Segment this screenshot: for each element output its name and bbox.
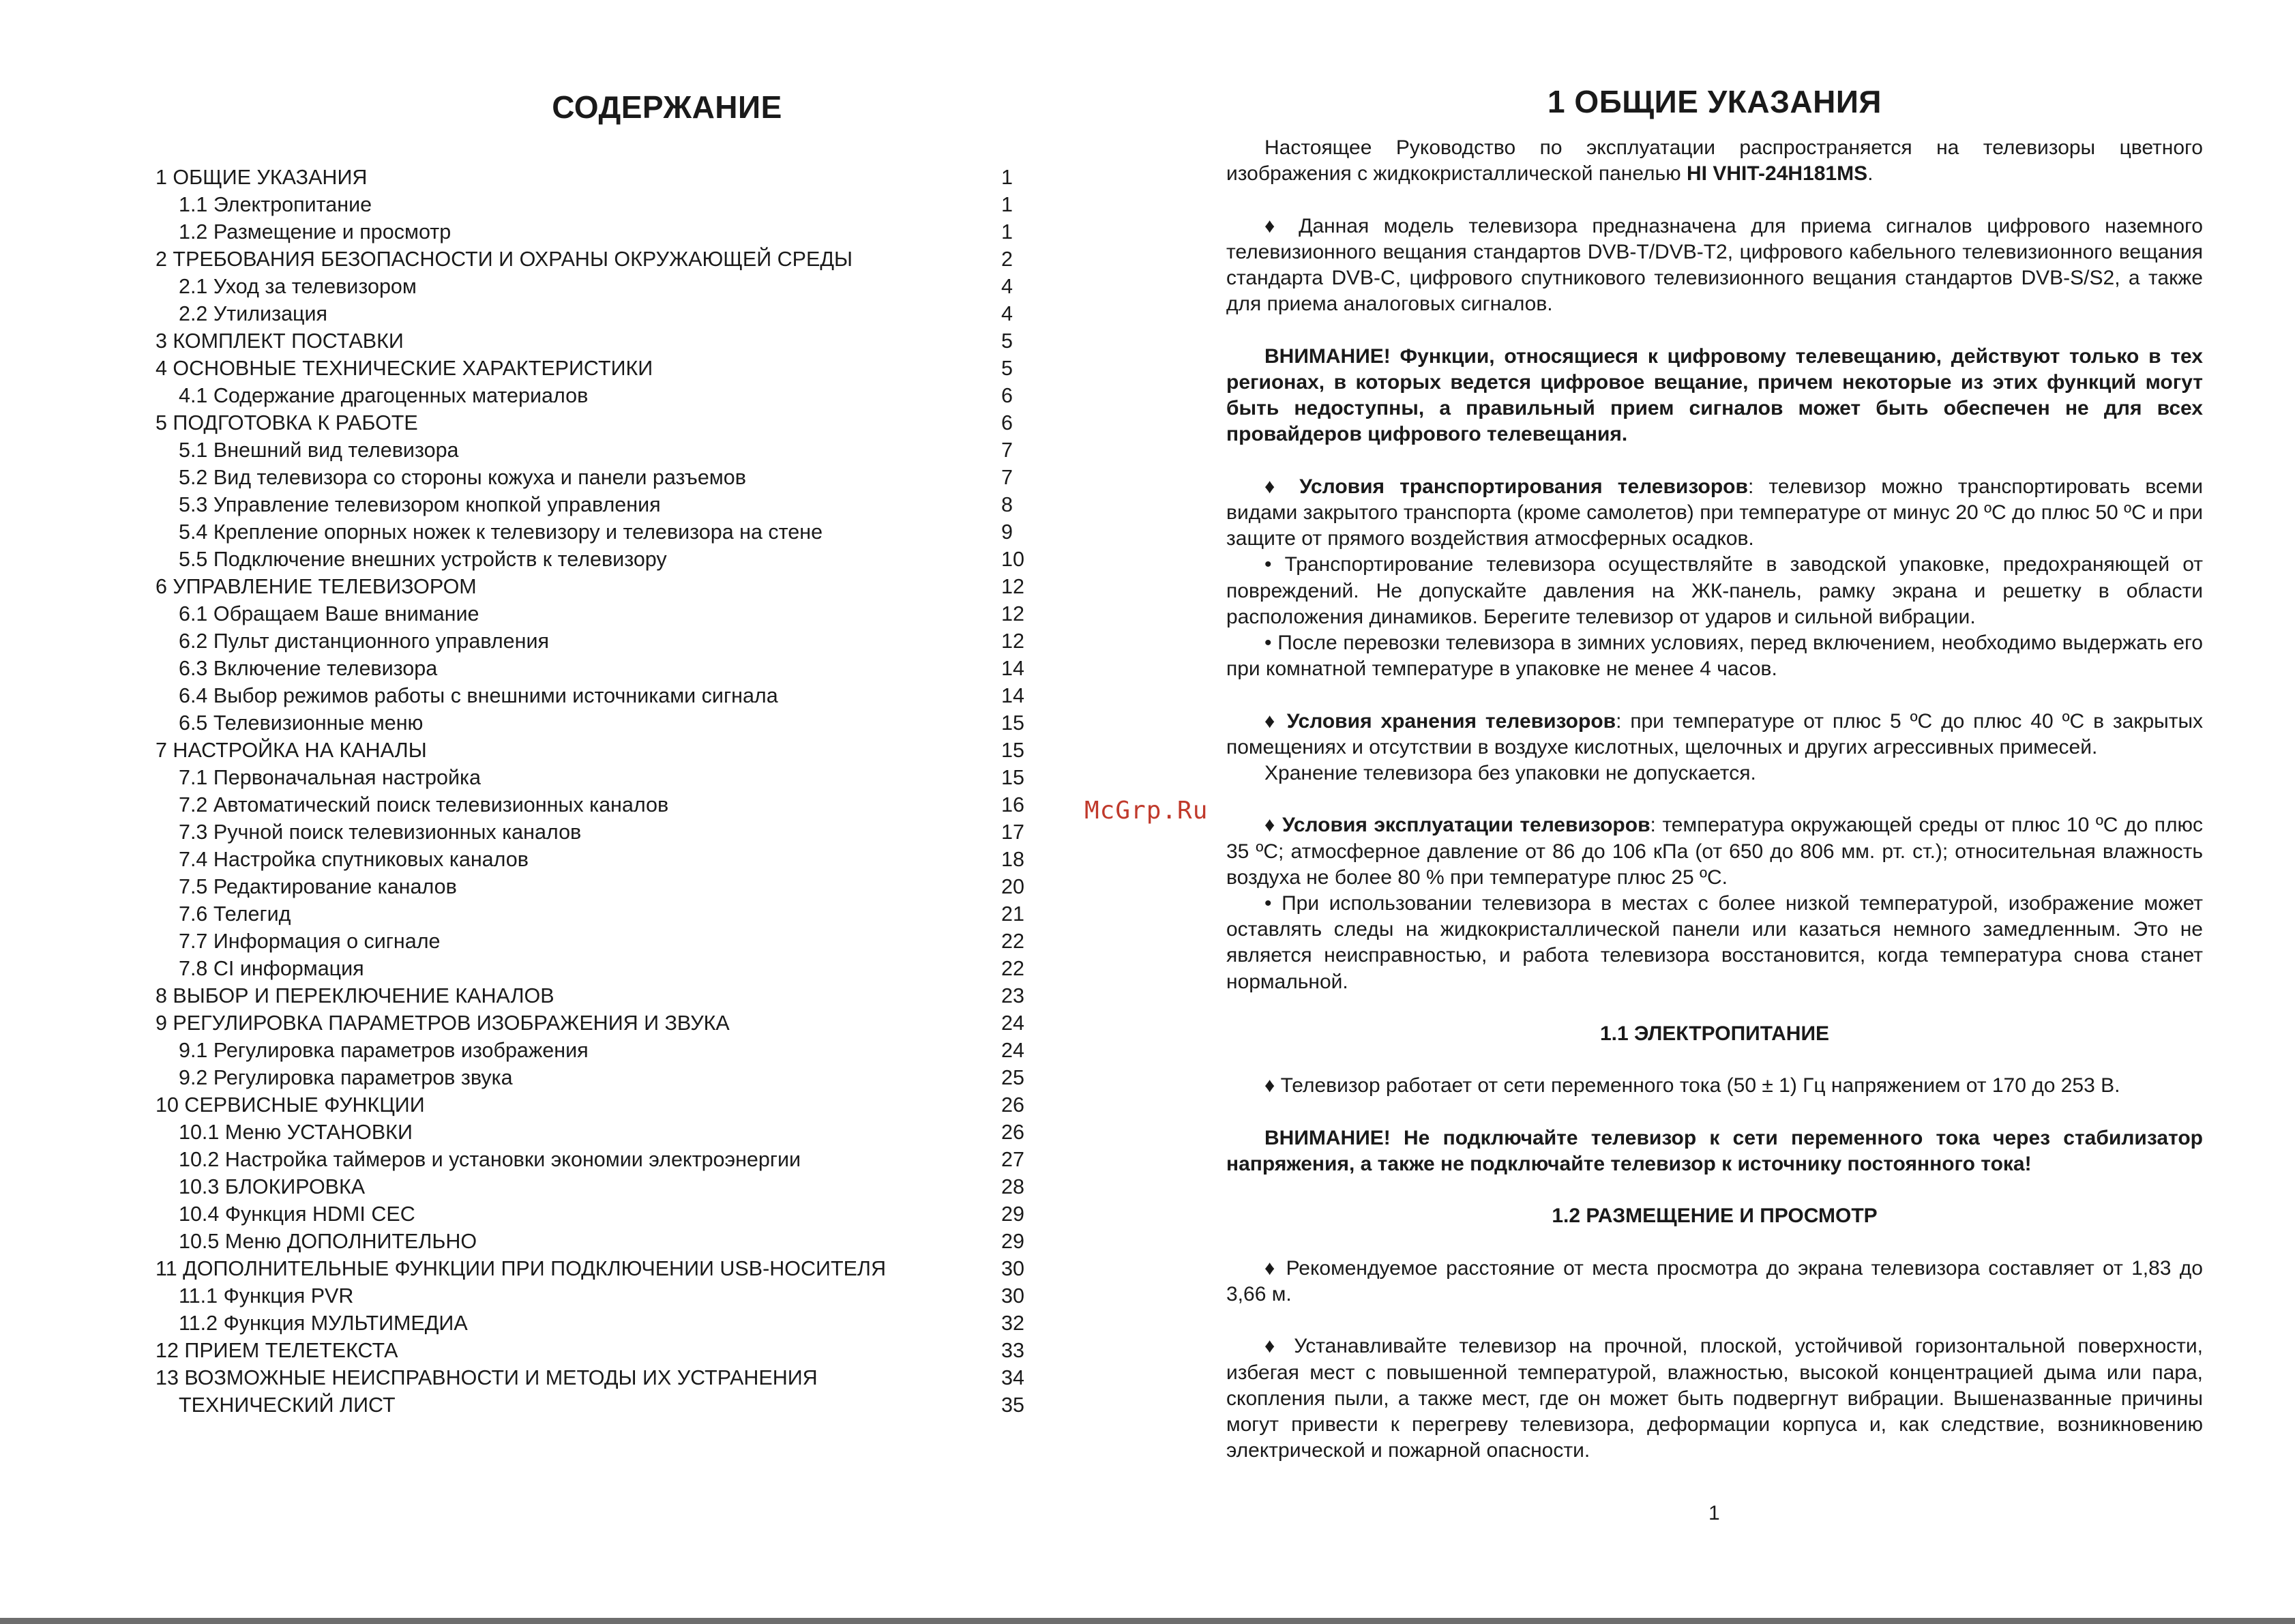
toc-item-page: 29 <box>1001 1230 1024 1253</box>
toc-item-page: 12 <box>1001 575 1024 598</box>
toc-item-page: 29 <box>1001 1202 1024 1226</box>
section-title: 1 ОБЩИЕ УКАЗАНИЯ <box>1548 84 1882 119</box>
toc-item-page: 6 <box>1001 384 1013 407</box>
transport-winter: • После перевозки телевизора в зимних условиях, перед включением, необходимо выдержать его при комнатной температуре в упаковке не менее 4 часов. <box>1226 632 2203 681</box>
toc-item-label: 9.2 Регулировка параметров звука <box>179 1066 513 1089</box>
toc-item-page: 17 <box>1001 821 1024 844</box>
toc-item <box>156 164 1022 191</box>
watermark: McGrp.Ru <box>1084 797 1209 825</box>
toc-item-page: 15 <box>1001 711 1024 735</box>
content-page <box>1226 84 2204 1464</box>
toc-item-label: 5.3 Управление телевизором кнопкой управления <box>179 493 661 516</box>
toc-item <box>156 1282 1022 1310</box>
toc-item-page: 8 <box>1001 493 1013 516</box>
toc-item <box>156 327 1022 355</box>
toc-item <box>156 955 1022 982</box>
toc-item-page: 4 <box>1001 302 1013 325</box>
toc-item <box>156 464 1022 491</box>
toc-item-label: 4 ОСНОВНЫЕ ТЕХНИЧЕСКИЕ ХАРАКТЕРИСТИКИ <box>156 357 653 380</box>
toc-item-label: 7.8 CI информация <box>179 957 364 980</box>
toc-item <box>156 1255 1022 1282</box>
placement-advice: ♦ Устанавливайте телевизор на прочной, плоской, устойчивой горизонтальной поверхности, избегая мест с повышенной температурой, влажностью, высокой концентрацией дыма или пара, скопления пыли, а также мест, где он может быть подвергнут вибрации. Вышеназванные причины могут привести к перегреву телевизора, деформации корпуса и, как следствие, возникновению электрической и пожарной опасности. <box>1226 1335 2203 1462</box>
bottom-border <box>0 1618 2295 1624</box>
toc-item-label: 2 ТРЕБОВАНИЯ БЕЗОПАСНОСТИ И ОХРАНЫ ОКРУЖАЮЩЕЙ СРЕДЫ <box>156 248 853 271</box>
toc-item-label: 2.1 Уход за телевизором <box>179 275 417 298</box>
toc-item-page: 1 <box>1001 193 1013 216</box>
operation-paragraph <box>1226 812 2203 891</box>
toc-item-page: 4 <box>1001 275 1013 298</box>
toc-item-label: 11.1 Функция PVR <box>179 1284 354 1308</box>
toc-item <box>156 791 1022 818</box>
toc-item-page: 30 <box>1001 1257 1024 1280</box>
toc-item-label: 10.1 Меню УСТАНОВКИ <box>179 1121 413 1144</box>
storage-lead: ♦ Условия хранения телевизоров <box>1264 709 1616 733</box>
toc-item-page: 12 <box>1001 602 1024 625</box>
toc-item-label: 10.2 Настройка таймеров и установки экономии электроэнергии <box>179 1148 801 1171</box>
toc-item-label: 4.1 Содержание драгоценных материалов <box>179 384 589 407</box>
toc-item <box>156 1200 1022 1228</box>
intro-text: Настоящее Руководство по эксплуатации распространяется на телевизоры цветного изображения с жидкокристаллической панелью <box>1226 136 2203 186</box>
toc-item-page: 26 <box>1001 1093 1024 1117</box>
toc-item <box>156 873 1022 900</box>
toc-item-page: 2 <box>1001 248 1013 271</box>
toc-item-label: 7.4 Настройка спутниковых каналов <box>179 848 529 871</box>
toc-item-page: 23 <box>1001 984 1024 1007</box>
toc-item <box>156 982 1022 1009</box>
toc-item-page: 6 <box>1001 411 1013 434</box>
viewing-distance: ♦ Рекомендуемое расстояние от места просмотра до экрана телевизора составляет от 1,83 до 3,66 м. <box>1226 1256 2203 1305</box>
toc-item-page: 15 <box>1001 766 1024 789</box>
toc-item-page: 1 <box>1001 166 1013 189</box>
toc-item-label: 7 НАСТРОЙКА НА КАНАЛЫ <box>156 739 427 762</box>
toc-item <box>156 1037 1022 1064</box>
toc-item-label: 7.7 Информация о сигнале <box>179 930 441 953</box>
toc-item-label: 2.2 Утилизация <box>179 302 328 325</box>
toc-item <box>156 1146 1022 1173</box>
subsection-placement-title: 1.2 РАЗМЕЩЕНИЕ И ПРОСМОТР <box>1552 1205 1878 1228</box>
toc-item-page: 24 <box>1001 1012 1024 1035</box>
toc-item-label: 7.1 Первоначальная настройка <box>179 766 481 789</box>
toc-item <box>156 1310 1022 1337</box>
toc-item-label: 9.1 Регулировка параметров изображения <box>179 1039 589 1062</box>
transport-lead: ♦ Условия транспортирования телевизоров <box>1264 475 1748 498</box>
toc-item-label: ТЕХНИЧЕСКИЙ ЛИСТ <box>179 1393 396 1417</box>
toc-item-page: 5 <box>1001 357 1013 380</box>
transport-paragraph <box>1226 474 2203 552</box>
toc-item <box>156 1337 1022 1364</box>
toc-list <box>156 164 1022 1419</box>
toc-item-page: 7 <box>1001 439 1013 462</box>
toc-item-label: 5 ПОДГОТОВКА К РАБОТЕ <box>156 411 418 434</box>
toc-item-page: 12 <box>1001 630 1024 653</box>
toc-item-page: 15 <box>1001 739 1024 762</box>
toc-item-label: 1 ОБЩИЕ УКАЗАНИЯ <box>156 166 368 189</box>
toc-item-label: 6.1 Обращаем Ваше внимание <box>179 602 479 625</box>
toc-item-page: 18 <box>1001 848 1024 871</box>
toc-item-label: 13 ВОЗМОЖНЫЕ НЕИСПРАВНОСТИ И МЕТОДЫ ИХ УСТРАНЕНИЯ <box>156 1366 818 1389</box>
toc-item <box>156 1391 1022 1419</box>
toc-item-page: 35 <box>1001 1393 1024 1417</box>
toc-item-page: 22 <box>1001 930 1024 953</box>
operation-note: • При использовании телевизора в местах с более низкой температурой, изображение может оставлять следы на жидкокристаллической панели или казаться немного замедленным. Это не является неисправностью, и работа телевизора восстановится, когда температура снова станет нормальной. <box>1226 892 2203 993</box>
toc-item-label: 7.2 Автоматический поиск телевизионных каналов <box>179 793 669 816</box>
toc-item-label: 7.6 Телегид <box>179 902 291 926</box>
toc-item <box>156 491 1022 518</box>
toc-item <box>156 928 1022 955</box>
subsection-power-title: 1.1 ЭЛЕКТРОПИТАНИЕ <box>1599 1022 1830 1046</box>
toc-item-label: 12 ПРИЕМ ТЕЛЕТЕКСТА <box>156 1339 398 1362</box>
toc-item <box>156 682 1022 709</box>
storage-note: Хранение телевизора без упаковки не допускается. <box>1264 762 1756 785</box>
toc-item <box>156 655 1022 682</box>
toc-item-page: 26 <box>1001 1121 1024 1144</box>
intro-end: . <box>1867 162 1874 186</box>
attention-digital: ВНИМАНИЕ! Функции, относящиеся к цифровому телевещанию, действуют только в тех регионах, в которых ведется цифровое вещание, причем некоторые из этих функций могут быть недоступны, а правильный прием сигналов может быть обеспечен не для всех провайдеров цифрового телевещания. <box>1226 344 2203 446</box>
toc-item <box>156 764 1022 791</box>
toc-item <box>156 355 1022 382</box>
operation-lead: ♦ Условия эксплуатации телевизоров <box>1264 814 1650 837</box>
toc-item-page: 9 <box>1001 520 1013 544</box>
toc-item-page: 7 <box>1001 466 1013 489</box>
storage-text: : при температуре от плюс 5 ºС до плюс 40 ºС в закрытых помещениях и отсутствии в воздухе кислотных, щелочных и других агрессивных примесей. <box>1226 709 2204 758</box>
toc-item-label: 6.5 Телевизионные меню <box>179 711 424 735</box>
toc-item-page: 24 <box>1001 1039 1024 1062</box>
toc-item-label: 9 РЕГУЛИРОВКА ПАРАМЕТРОВ ИЗОБРАЖЕНИЯ И ЗВУКА <box>156 1012 730 1035</box>
toc-item-label: 3 КОМПЛЕКТ ПОСТАВКИ <box>156 329 404 353</box>
toc-item-page: 30 <box>1001 1284 1024 1308</box>
toc-item-label: 10.4 Функция HDMI CEC <box>179 1202 415 1226</box>
toc-item-page: 21 <box>1001 902 1024 926</box>
toc-item-label: 10 СЕРВИСНЫЕ ФУНКЦИИ <box>156 1093 425 1117</box>
toc-item <box>156 246 1022 273</box>
toc-item-label: 8 ВЫБОР И ПЕРЕКЛЮЧЕНИЕ КАНАЛОВ <box>156 984 554 1007</box>
toc-item <box>156 437 1022 464</box>
transport-package: • Транспортирование телевизора осуществляйте в заводской упаковке, предохраняющей от повреждений. Не допускайте давления на ЖК-панель, рамку экрана и решетку в области расположения динамиков. Берегите телевизор от ударов и сильной вибрации. <box>1226 553 2203 628</box>
power-spec: ♦ Телевизор работает от сети переменного тока (50 ± 1) Гц напряжением от 170 до 253 В. <box>1264 1074 2120 1097</box>
toc-item-label: 5.5 Подключение внешних устройств к телевизору <box>179 548 667 571</box>
toc-item <box>156 628 1022 655</box>
toc-item <box>156 846 1022 873</box>
toc-item-page: 33 <box>1001 1339 1024 1362</box>
toc-item <box>156 546 1022 573</box>
toc-item <box>156 382 1022 409</box>
storage-paragraph <box>1226 709 2203 761</box>
toc-item-page: 20 <box>1001 875 1024 898</box>
toc-item-label: 5.2 Вид телевизора со стороны кожуха и панели разъемов <box>179 466 746 489</box>
toc-item-page: 14 <box>1001 657 1024 680</box>
transport-text: : телевизор можно транспортировать всеми видами закрытого транспорта (кроме самолетов) при температуре от минус 20 ºС до плюс 50 ºС и при защите от прямого воздействия атмосферных осадков. <box>1226 475 2203 550</box>
toc-item <box>156 1173 1022 1200</box>
toc-item <box>156 573 1022 600</box>
toc-item-label: 10.5 Меню ДОПОЛНИТЕЛЬНО <box>179 1230 477 1253</box>
toc-item <box>156 191 1022 218</box>
toc-item-page: 5 <box>1001 329 1013 353</box>
toc-item-label: 11 ДОПОЛНИТЕЛЬНЫЕ ФУНКЦИИ ПРИ ПОДКЛЮЧЕНИИ USB-НОСИТЕЛЯ <box>156 1257 886 1280</box>
toc-item <box>156 409 1022 437</box>
toc-item-page: 34 <box>1001 1366 1024 1389</box>
toc-item-page: 14 <box>1001 684 1024 707</box>
toc-item-label: 7.5 Редактирование каналов <box>179 875 457 898</box>
toc-item-label: 10.3 БЛОКИРОВКА <box>179 1175 366 1198</box>
toc-item-label: 6.4 Выбор режимов работы с внешними источниками сигнала <box>179 684 778 707</box>
toc-item <box>156 1228 1022 1255</box>
intro-paragraph <box>1226 135 2203 187</box>
toc-item <box>156 818 1022 846</box>
model-name: HI VHIT-24H181MS <box>1687 162 1868 186</box>
toc-item <box>156 1091 1022 1119</box>
toc-item <box>156 1009 1022 1037</box>
toc-item-page: 27 <box>1001 1148 1024 1171</box>
attention-power: ВНИМАНИЕ! Не подключайте телевизор к сети переменного тока через стабилизатор напряжения, а также не подключайте телевизор к источнику постоянного тока! <box>1226 1126 2203 1175</box>
toc-item-label: 1.2 Размещение и просмотр <box>179 220 451 243</box>
toc-item <box>156 737 1022 764</box>
toc-item <box>156 300 1022 327</box>
toc-item-label: 11.2 Функция МУЛЬТИМЕДИА <box>179 1312 468 1335</box>
page-number: 1 <box>1708 1502 1720 1524</box>
toc-item-page: 22 <box>1001 957 1024 980</box>
toc-item <box>156 1364 1022 1391</box>
toc-page <box>156 89 1022 1419</box>
toc-item-label: 6.2 Пульт дистанционного управления <box>179 630 549 653</box>
operation-text: : температура окружающей среды от плюс 10 ºС до плюс 35 ºС; атмосферное давление от 86 до 106 кПа (от 650 до 806 мм. рт. ст.); относительная влажность воздуха не более 80 % при температуре плюс 25 ºС. <box>1226 814 2203 889</box>
toc-item <box>156 218 1022 246</box>
toc-item <box>156 900 1022 928</box>
toc-item-page: 1 <box>1001 220 1013 243</box>
toc-item <box>156 518 1022 546</box>
toc-item <box>156 273 1022 300</box>
toc-title: СОДЕРЖАНИЕ <box>552 89 782 125</box>
model-description: ♦ Данная модель телевизора предназначена для приема сигналов цифрового наземного телевизионного вещания стандартов DVB-T/DVB-T2, цифрового кабельного телевизионного вещания стандарта DVB-C, цифрового спутникового телевизионного вещания стандартов DVB-S/S2, а также для приема аналоговых сигналов. <box>1226 214 2203 316</box>
toc-item-label: 6.3 Включение телевизора <box>179 657 438 680</box>
toc-item-label: 5.1 Внешний вид телевизора <box>179 439 459 462</box>
toc-item-label: 5.4 Крепление опорных ножек к телевизору и телевизора на стене <box>179 520 823 544</box>
toc-item-label: 7.3 Ручной поиск телевизионных каналов <box>179 821 582 844</box>
toc-item <box>156 600 1022 628</box>
toc-item-page: 32 <box>1001 1312 1024 1335</box>
toc-item-page: 25 <box>1001 1066 1024 1089</box>
toc-item-label: 1.1 Электропитание <box>179 193 372 216</box>
toc-item-label: 6 УПРАВЛЕНИЕ ТЕЛЕВИЗОРОМ <box>156 575 477 598</box>
toc-item-page: 16 <box>1001 793 1024 816</box>
toc-item-page: 10 <box>1001 548 1024 571</box>
toc-item <box>156 1064 1022 1091</box>
toc-item-page: 28 <box>1001 1175 1024 1198</box>
toc-item <box>156 1119 1022 1146</box>
toc-item <box>156 709 1022 737</box>
